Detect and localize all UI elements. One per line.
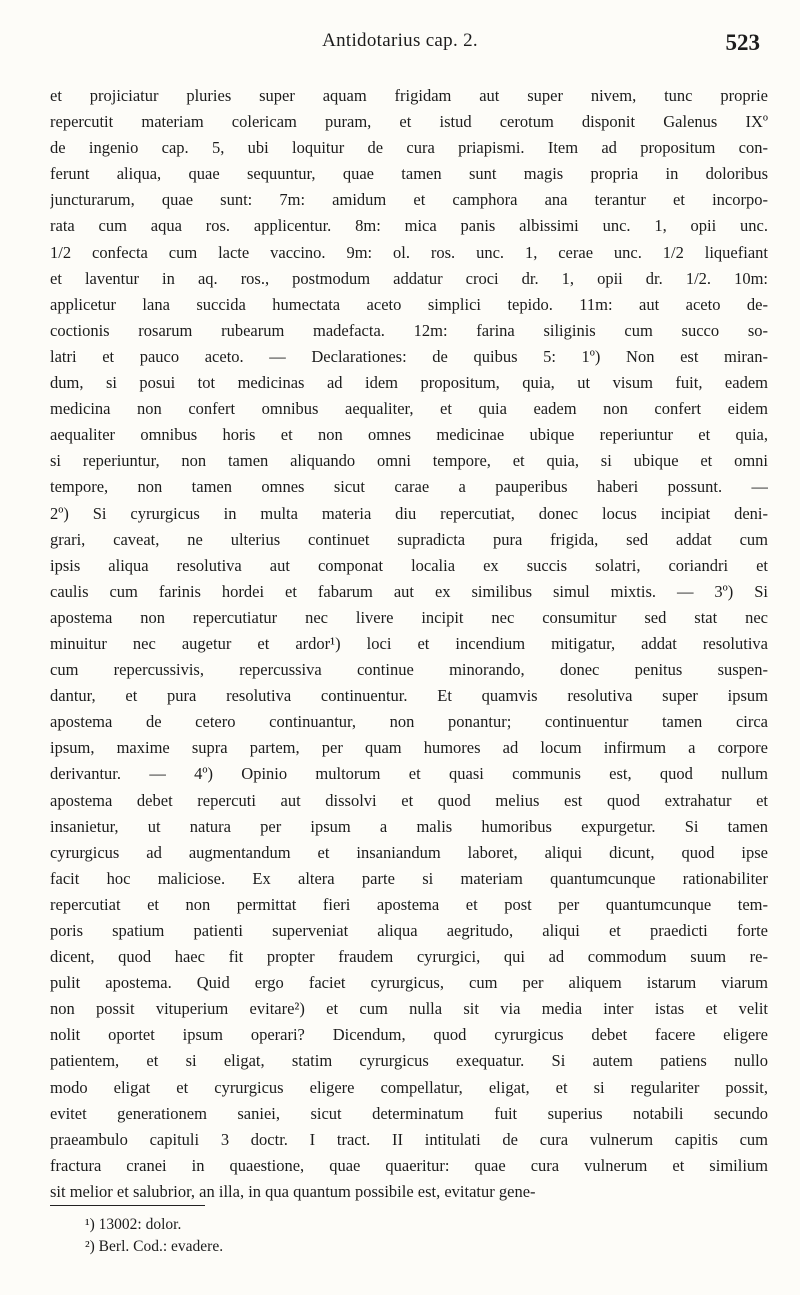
- text-line: modo eligat et cyrurgicus eligere compellatur, eligat, et si regulariter possit,: [50, 1077, 768, 1097]
- text-line: pulit apostema. Quid ergo faciet cyrurgicus, cum per aliquem istarum viarum: [50, 973, 768, 993]
- page-number: 523: [725, 30, 760, 55]
- text-line: apostema de cetero continuantur, non ponantur; continuentur tamen circa: [50, 712, 768, 732]
- text-line: poris spatium patienti superveniat aliqua aegritudo, aliqui et praedicti forte: [50, 921, 768, 940]
- text-line: cyrurgicus ad augmentandum et insaniandum laboret, aliqui dicunt, quod ipse: [50, 842, 768, 862]
- text-line: et projiciatur pluries super aquam frigidam aut super nivem, tunc proprie: [50, 86, 768, 105]
- text-line: si reperiuntur, non tamen aliquando omni tempore, et quia, si ubique et omni: [50, 451, 768, 471]
- text-line: insanietur, ut natura per ipsum a malis humoribus expurgetur. Si tamen: [50, 816, 768, 836]
- text-line: coctionis rosarum rubearum madefacta. 12m: farina siliginis cum succo so-: [50, 320, 768, 340]
- text-line: nolit oportet ipsum operari? Dicendum, quod cyrurgicus debet facere eligere: [50, 1025, 768, 1045]
- page-header-title: Antidotarius cap. 2.: [322, 30, 478, 51]
- text-line: medicina non confert omnibus aequaliter, et quia eadem non confert eidem: [50, 399, 768, 419]
- text-line: fractura cranei in quaestione, quae quaeritur: quae cura vulnerum et similium: [50, 1155, 768, 1175]
- text-line: et laventur in aq. ros., postmodum addatur croci dr. 1, opii dr. 1/2. 10m:: [50, 268, 768, 288]
- text-line: cum repercussivis, repercussiva continue minorando, donec penitus suspen-: [50, 660, 768, 680]
- text-line: derivantur. — 4º) Opinio multorum et quasi communis est, quod nullum: [50, 764, 768, 784]
- text-line: dantur, et pura resolutiva continuentur. Et quamvis resolutiva super ipsum: [50, 686, 768, 706]
- text-line: ipsis aliqua resolutiva aut componat localia ex succis solatri, coriandri et: [50, 555, 768, 575]
- text-line: repercutit materiam colericam puram, et istud cerotum disponit Galenus IXº: [50, 112, 768, 132]
- text-line: tempore, non tamen omnes sicut carae a pauperibus haberi possunt. —: [50, 477, 768, 497]
- text-line: repercutiat et non permittat fieri apostema et post per quantumcunque tem-: [50, 894, 768, 914]
- text-line: juncturarum, quae sunt: 7m: amidum et camphora ana terantur et incorpo-: [50, 190, 768, 210]
- text-line: ferunt aliqua, quae sequuntur, quae tamen sunt magis propria in doloribus: [50, 164, 768, 184]
- text-line: aequaliter omnibus horis et non omnes medicinae ubique reperiuntur et quia,: [50, 425, 768, 445]
- text-line: apostema non repercutiatur nec livere incipit nec consumitur sed stat nec: [50, 607, 768, 627]
- text-line: 1/2 confecta cum lacte vaccino. 9m: ol. ros. unc. 1, cerae unc. 1/2 liquefiant: [50, 242, 768, 262]
- text-line: de ingenio cap. 5, ubi loquitur de cura priapismi. Item ad propositum con-: [50, 138, 768, 158]
- text-line: grari, caveat, ne ulterius continuet supradicta pura frigida, sed addat cum: [50, 529, 768, 549]
- text-line: sit melior et salubrior, an illa, in qua quantum possibile est, evitatur gene-: [50, 1181, 536, 1201]
- text-line: rata cum aqua ros. applicentur. 8m: mica panis albissimi unc. 1, opii unc.: [50, 216, 768, 236]
- text-line: ipsum, maxime supra partem, per quam humores ad locum infirmum a corpore: [50, 738, 768, 758]
- running-header: [0, 30, 800, 60]
- text-line: 2º) Si cyrurgicus in multa materia diu repercutiat, donec locus incipiat deni-: [50, 503, 768, 523]
- body-text: [50, 83, 768, 1205]
- footnote: ¹) 13002: dolor.: [85, 1216, 182, 1233]
- text-line: dicent, quod haec fit propter fraudem cyrurgici, qui ad commodum suum re-: [50, 947, 768, 967]
- text-line: minuitur nec augetur et ardor¹) loci et incendium mitigatur, addat resolutiva: [50, 633, 768, 653]
- text-line: dum, si posui tot medicinas ad idem propositum, quia, ut visum fuit, eadem: [50, 373, 768, 393]
- text-line: latri et pauco aceto. — Declarationes: de quibus 5: 1º) Non est miran-: [50, 346, 768, 366]
- footnotes: [85, 1214, 223, 1258]
- text-line: patientem, et si eligat, statim cyrurgicus exequatur. Si autem patiens nullo: [50, 1051, 768, 1071]
- text-line: facit hoc maliciose. Ex altera parte si materiam quantumcunque rationabiliter: [50, 868, 768, 888]
- text-line: caulis cum farinis hordei et fabarum aut ex similibus simul mixtis. — 3º) Si: [50, 581, 768, 601]
- text-line: non possit vituperium evitare²) et cum nulla sit via media inter istas et velit: [50, 999, 768, 1019]
- text-line: applicetur lana succida humectata aceto simplici tepido. 11m: aut aceto de-: [50, 294, 768, 314]
- text-line: evitet generationem saniei, sicut determinatum fuit superius notabili secundo: [50, 1103, 768, 1123]
- footnote-divider: [50, 1205, 205, 1206]
- text-line: apostema debet repercuti aut dissolvi et quod melius est quod extrahatur et: [50, 790, 768, 810]
- footnote: ²) Berl. Cod.: evadere.: [85, 1238, 224, 1255]
- text-line: praeambulo capituli 3 doctr. I tract. II intitulati de cura vulnerum capitis cum: [50, 1129, 768, 1149]
